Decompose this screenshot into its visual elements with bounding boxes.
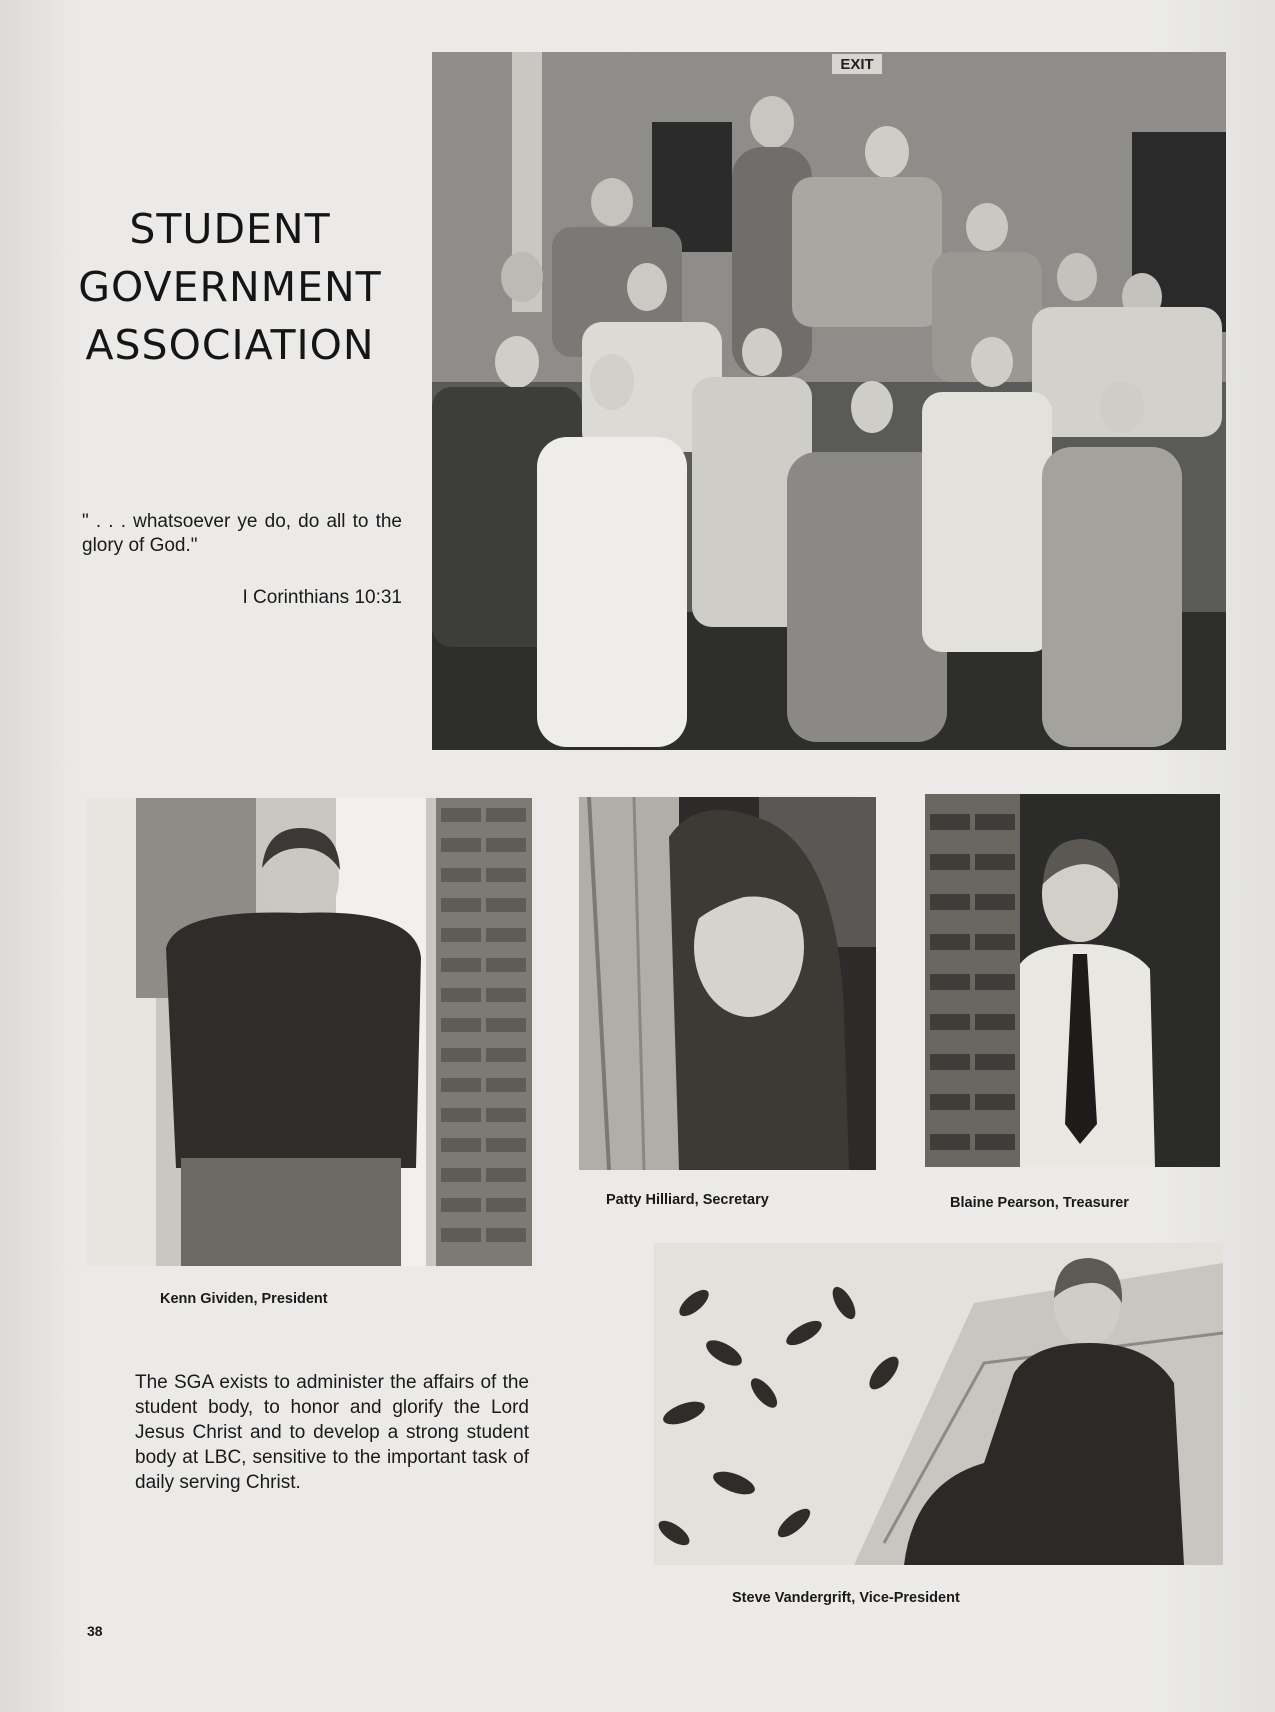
page-title bbox=[40, 200, 420, 374]
vice-president-photo bbox=[654, 1243, 1223, 1565]
president-photo bbox=[86, 798, 532, 1266]
treasurer-caption: Blaine Pearson, Treasurer bbox=[950, 1195, 1129, 1211]
title-line: GOVERNMENT bbox=[78, 263, 382, 311]
scripture-quote: " . . . whatsoever ye do, do all to the glory of God." bbox=[82, 511, 402, 556]
exit-sign-text: EXIT bbox=[840, 56, 874, 73]
page-number: 38 bbox=[87, 1623, 103, 1639]
title-line: ASSOCIATION bbox=[85, 321, 375, 369]
sga-description: The SGA exists to administer the affairs of the student body, to honor and glorify the Lord Jesus Christ and to develop a strong student body at LBC, sensitive to the important task of daily serving Christ. bbox=[135, 1372, 529, 1493]
exit-sign bbox=[832, 54, 882, 74]
group-photo bbox=[432, 52, 1226, 750]
secretary-caption: Patty Hilliard, Secretary bbox=[606, 1192, 769, 1208]
treasurer-photo bbox=[925, 794, 1220, 1167]
president-caption: Kenn Gividen, President bbox=[160, 1291, 328, 1307]
title-line: STUDENT bbox=[129, 205, 331, 253]
scripture-citation: I Corinthians 10:31 bbox=[242, 587, 402, 608]
secretary-photo bbox=[579, 797, 876, 1170]
vice-president-caption: Steve Vandergrift, Vice-President bbox=[732, 1590, 960, 1606]
